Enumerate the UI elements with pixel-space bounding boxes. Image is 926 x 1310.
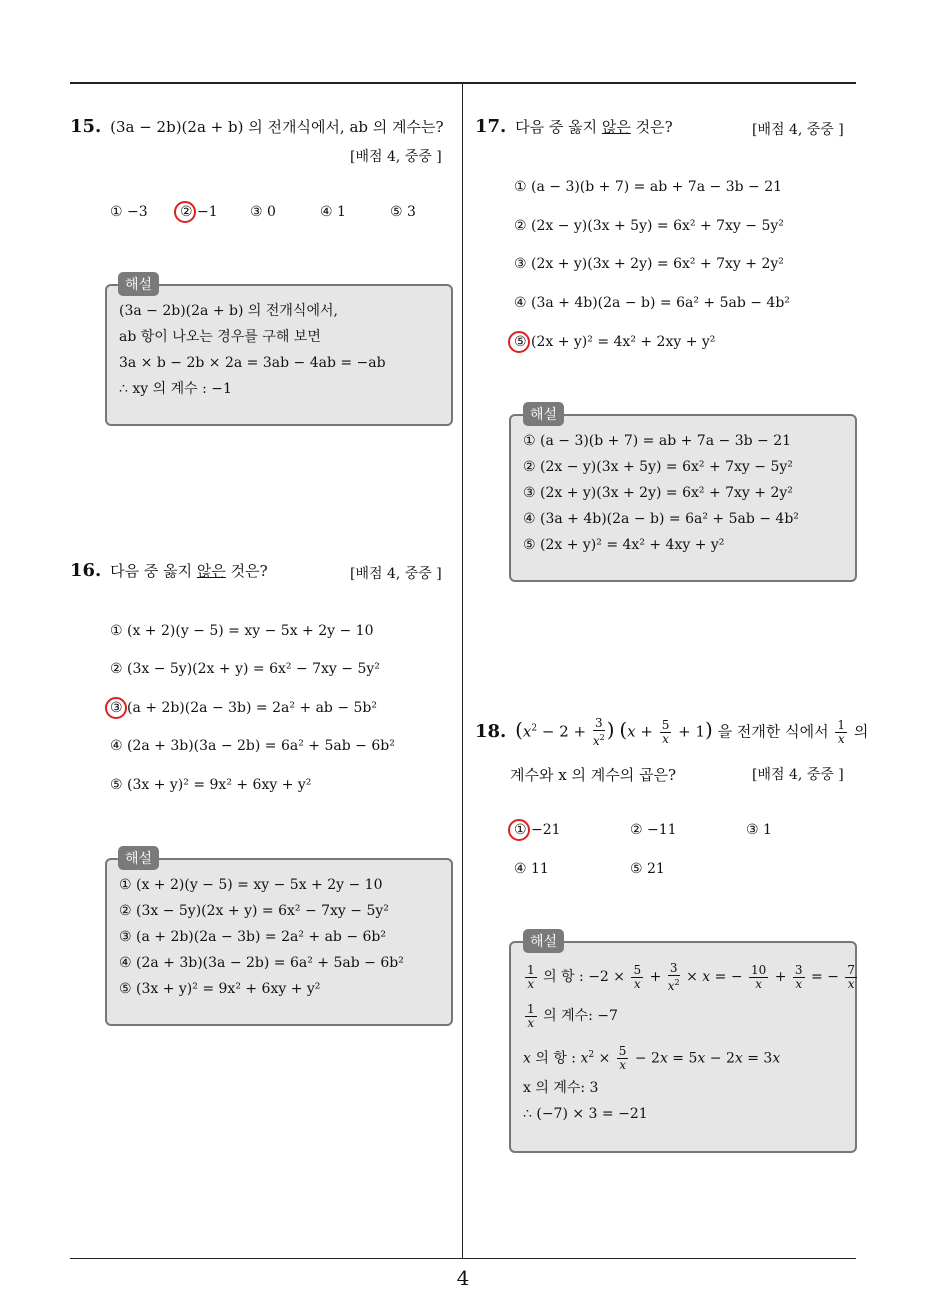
q15-text: (3a − 2b)(2a + b) 의 전개식에서, ab 의 계수는? [110, 118, 444, 136]
fraction-denominator: $x^2$ [667, 977, 680, 993]
fraction [631, 964, 643, 991]
fraction-denominator: x [755, 976, 763, 991]
q17-solution-box [509, 414, 857, 582]
q18-text-end: 의 [853, 722, 869, 741]
fraction [793, 964, 805, 991]
solution-line: $\frac{1}{x}$ 의 항 : −2 × $\frac{5}{x}$ + $\frac{3}{x^2}$ × x = − $\frac{10}{x}$ + $\frac{3}{x}$ = − $\frac{7}{x}$ [527, 960, 856, 993]
q18-option-5[interactable]: ⑤ 21 [630, 861, 665, 877]
fraction-numerator: 7 [847, 962, 856, 977]
fraction-denominator: x [847, 976, 855, 991]
q18-option-2[interactable]: ② −11 [630, 822, 677, 838]
page-number: 4 [456, 1266, 470, 1290]
solution-line: ② (3x − 5y)(2x + y) = 6x² − 7xy − 5y² [119, 903, 389, 919]
solution-line: x 의 항 : $x^2$ × $\frac{5}{x}$ − 2x = 5x − 2x = 3x [523, 1044, 781, 1073]
math-token: x [627, 722, 636, 741]
q15-option-4[interactable]: ④ 1 [320, 204, 346, 220]
top-rule [70, 82, 856, 84]
fraction-denominator: x [619, 1058, 626, 1073]
q16-text-underlined: 않은 [196, 562, 226, 580]
q16-option-4[interactable]: ④ (2a + 3b)(3a − 2b) = 6a² + 5ab − 6b² [110, 738, 395, 754]
solution-line [523, 997, 843, 1035]
q18-option-4[interactable]: ④ 11 [514, 861, 549, 877]
solution-line: 3a × b − 2b × 2a = 3ab − 4ab = −ab [119, 355, 386, 371]
q15-option-1[interactable]: ① −3 [110, 204, 148, 220]
fraction-denominator: x [527, 976, 535, 991]
fraction-denominator: x [633, 976, 641, 991]
fraction-numerator: 5 [633, 962, 642, 977]
fraction-numerator: 1 [527, 962, 535, 977]
fraction [525, 1003, 537, 1030]
solution-line: ④ (2a + 3b)(3a − 2b) = 6a² + 5ab − 6b² [119, 955, 404, 971]
fraction-denominator: x [662, 732, 669, 746]
fraction [660, 719, 672, 746]
q15-option-2[interactable]: ② −1 [180, 204, 218, 220]
q18-option-1[interactable]: ① −21 [514, 822, 561, 838]
fraction [835, 719, 847, 746]
fraction-denominator: x [837, 732, 845, 746]
fraction-denominator: x [527, 1015, 535, 1030]
fraction [749, 964, 768, 991]
q17-score: [배점 4, 중중 ] [752, 122, 844, 138]
solution-line: x 의 계수: 3 [523, 1080, 599, 1096]
q15-solution-box [105, 284, 453, 426]
solution-line: ② (2x − y)(3x + 5y) = 6x² + 7xy − 5y² [523, 459, 793, 475]
q16-solution-box [105, 858, 453, 1026]
paren-open: ( [515, 717, 523, 742]
fraction-numerator: 1 [837, 718, 846, 732]
q17-number: 17. [475, 116, 507, 137]
fraction [668, 962, 680, 993]
q17-option-5[interactable]: ⑤ (2x + y)² = 4x² + 2xy + y² [514, 334, 716, 350]
answer-mark-circle [508, 331, 530, 353]
q15-question [70, 116, 444, 138]
q17-text-underlined: 않은 [601, 118, 631, 136]
fraction-numerator: 3 [794, 962, 803, 977]
paren-close: ) [705, 717, 713, 742]
column-divider [462, 84, 463, 1258]
fraction-numerator: 1 [527, 1001, 535, 1016]
solution-line: ④ (3a + 4b)(2a − b) = 6a² + 5ab − 4b² [523, 511, 799, 527]
q17-option-4[interactable]: ④ (3a + 4b)(2a − b) = 6a² + 5ab − 4b² [514, 295, 790, 311]
fraction [525, 964, 537, 991]
solution-line: ∴ (−7) × 3 = −21 [523, 1106, 648, 1122]
fraction [617, 1045, 629, 1072]
solution-line: ③ (a + 2b)(2a − 3b) = 2a² + ab − 6b² [119, 929, 386, 945]
q15-option-3[interactable]: ③ 0 [250, 204, 276, 220]
fraction-denominator: $x^2$ [592, 733, 605, 748]
answer-mark-circle [508, 819, 530, 841]
q18-option-3[interactable]: ③ 1 [746, 822, 772, 838]
q16-option-5[interactable]: ⑤ (3x + y)² = 9x² + 6xy + y² [110, 777, 312, 793]
q17-option-2[interactable]: ② (2x − y)(3x + 5y) = 6x² + 7xy − 5y² [514, 218, 784, 234]
solution-line: ③ (2x + y)(3x + 2y) = 6x² + 7xy + 2y² [523, 485, 793, 501]
q18-solution-coef: 의 계수: −7 [543, 1008, 618, 1024]
solution-line: ab 항이 나오는 경우를 구해 보면 [119, 329, 321, 345]
fraction-numerator: 5 [618, 1044, 627, 1059]
solution-line: ⑤ (2x + y)² = 4x² + 4xy + y² [523, 537, 725, 553]
answer-mark-circle [174, 201, 196, 223]
solution-line: ⑤ (3x + y)² = 9x² + 6xy + y² [119, 981, 321, 997]
q18-question: 18. ($x^2 - 2$ + $\frac{3}{x^2}$ ) (x + $\frac{5}{x}$ + 1) 을 전개한 식에서 $\frac{1}{x}$ 의 [475, 716, 869, 748]
q17-question [475, 116, 673, 138]
q18-text-mid: 을 전개한 식에서 [717, 722, 829, 741]
bottom-rule [70, 1258, 856, 1259]
q15-option-5[interactable]: ⑤ 3 [390, 204, 416, 220]
q16-number: 16. [70, 560, 102, 581]
q18-solution-box [509, 941, 857, 1153]
q18-score: [배점 4, 중중 ] [752, 767, 844, 783]
q16-score: [배점 4, 중중 ] [350, 566, 442, 582]
solution-tag: 해설 [118, 272, 159, 296]
q15-score: [배점 4, 중중 ] [350, 149, 442, 165]
solution-line: ① (x + 2)(y − 5) = xy − 5x + 2y − 10 [119, 877, 383, 893]
q17-option-3[interactable]: ③ (2x + y)(3x + 2y) = 6x² + 7xy + 2y² [514, 256, 784, 272]
q16-option-3[interactable]: ③ (a + 2b)(2a − 3b) = 2a² + ab − 5b² [110, 700, 377, 716]
q18-text-line2: 계수와 x 의 계수의 곱은? [510, 766, 676, 784]
q16-option-2[interactable]: ② (3x − 5y)(2x + y) = 6x² − 7xy − 5y² [110, 661, 380, 677]
q18-number: 18. [475, 720, 507, 742]
math-token: x [522, 722, 532, 741]
solution-tag: 해설 [118, 846, 159, 870]
q16-option-1[interactable]: ① (x + 2)(y − 5) = xy − 5x + 2y − 10 [110, 623, 374, 639]
solution-tag: 해설 [523, 929, 564, 953]
fraction-numerator: 3 [595, 716, 603, 730]
solution-line: (3a − 2b)(2a + b) 의 전개식에서, [119, 303, 338, 319]
fraction-denominator: x [795, 976, 803, 991]
q16-text-pre: 다음 중 옳지 [110, 562, 197, 580]
q15-number: 15. [70, 116, 102, 137]
q17-text-post: 것은? [630, 118, 673, 136]
fraction-numerator: 10 [751, 962, 767, 977]
answer-mark-circle [105, 697, 127, 719]
paren-close: ) [606, 717, 615, 742]
solution-line: ① (a − 3)(b + 7) = ab + 7a − 3b − 21 [523, 433, 792, 449]
fraction-numerator: 3 [669, 960, 678, 975]
q16-question [70, 560, 268, 582]
math-token: 2 [531, 723, 538, 734]
solution-line: ∴ xy 의 계수 : −1 [119, 381, 232, 397]
q17-text-pre: 다음 중 옳지 [515, 118, 602, 136]
q16-text-post: 것은? [225, 562, 268, 580]
fraction [593, 717, 605, 748]
q17-option-1[interactable]: ① (a − 3)(b + 7) = ab + 7a − 3b − 21 [514, 179, 783, 195]
fraction-numerator: 5 [661, 718, 670, 732]
fraction [845, 964, 857, 991]
solution-tag: 해설 [523, 402, 564, 426]
paren-open: ( [619, 717, 628, 742]
